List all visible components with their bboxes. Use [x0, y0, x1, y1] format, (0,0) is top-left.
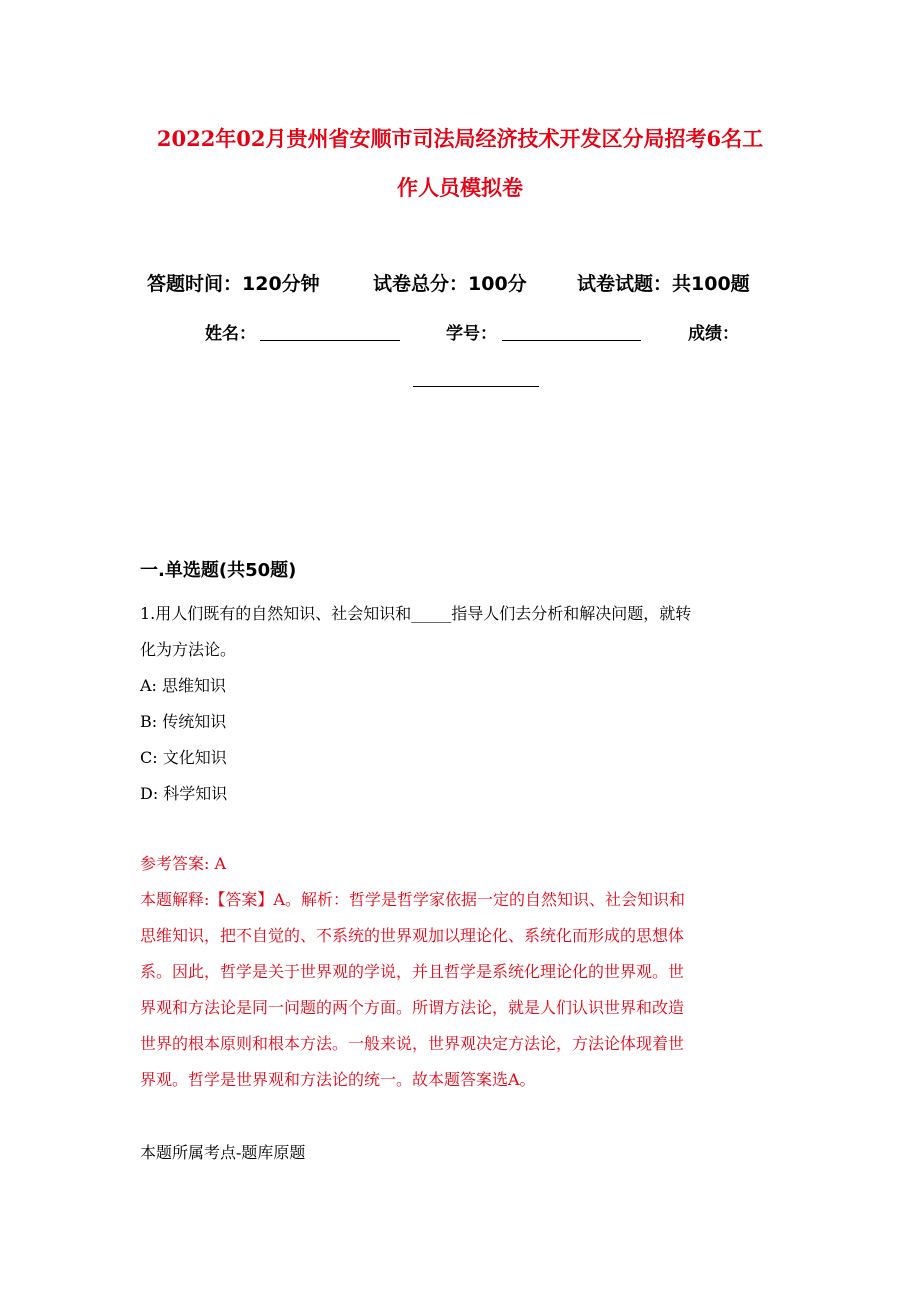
- explanation-line: 系。因此，哲学是关于世界观的学说，并且哲学是系统化理论化的世界观。世: [140, 962, 685, 981]
- score-blank-line: [413, 386, 539, 387]
- option-a: A: 思维知识: [140, 676, 227, 695]
- explanation-line: 界观。哲学是世界观和方法论的统一。故本题答案选A。: [140, 1070, 536, 1089]
- section-heading: 一.单选题(共50题): [140, 560, 297, 581]
- explanation-line: 世界的根本原则和根本方法。一般来说，世界观决定方法论，方法论体现着世: [140, 1034, 685, 1053]
- document-title-line-1: 2022年02月贵州省安顺市司法局经济技术开发区分局招考6名工: [156, 126, 764, 151]
- explanation-line: 本题解释:【答案】A。解析：哲学是哲学家依据一定的自然知识、社会知识和: [140, 890, 685, 909]
- option-b: B: 传统知识: [140, 712, 227, 731]
- option-c: C: 文化知识: [140, 748, 227, 767]
- question-text-line-1: 1.用人们既有的自然知识、社会知识和_____指导人们去分析和解决问题，就转: [140, 604, 692, 623]
- student-id-label: 学号：: [446, 324, 497, 344]
- student-id-blank-line: [502, 340, 641, 341]
- name-blank-line: [260, 340, 400, 341]
- document-title-line-2: 作人员模拟卷: [397, 175, 523, 200]
- question-text-line-2: 化为方法论。: [140, 640, 237, 659]
- score-label: 成绩：: [688, 324, 739, 344]
- exam-total-score: 试卷总分：100分: [373, 273, 527, 295]
- reference-answer: 参考答案: A: [140, 854, 227, 873]
- explanation-line: 思维知识，把不自觉的、不系统的世界观加以理论化、系统化而形成的思想体: [140, 926, 685, 945]
- knowledge-point: 本题所属考点-题库原题: [140, 1143, 306, 1162]
- option-d: D: 科学知识: [140, 784, 228, 803]
- exam-time: 答题时间：120分钟: [147, 273, 320, 295]
- exam-question-count: 试卷试题：共100题: [577, 273, 750, 295]
- name-label: 姓名：: [205, 324, 256, 344]
- explanation-line: 界观和方法论是同一问题的两个方面。所谓方法论，就是人们认识世界和改造: [140, 998, 685, 1017]
